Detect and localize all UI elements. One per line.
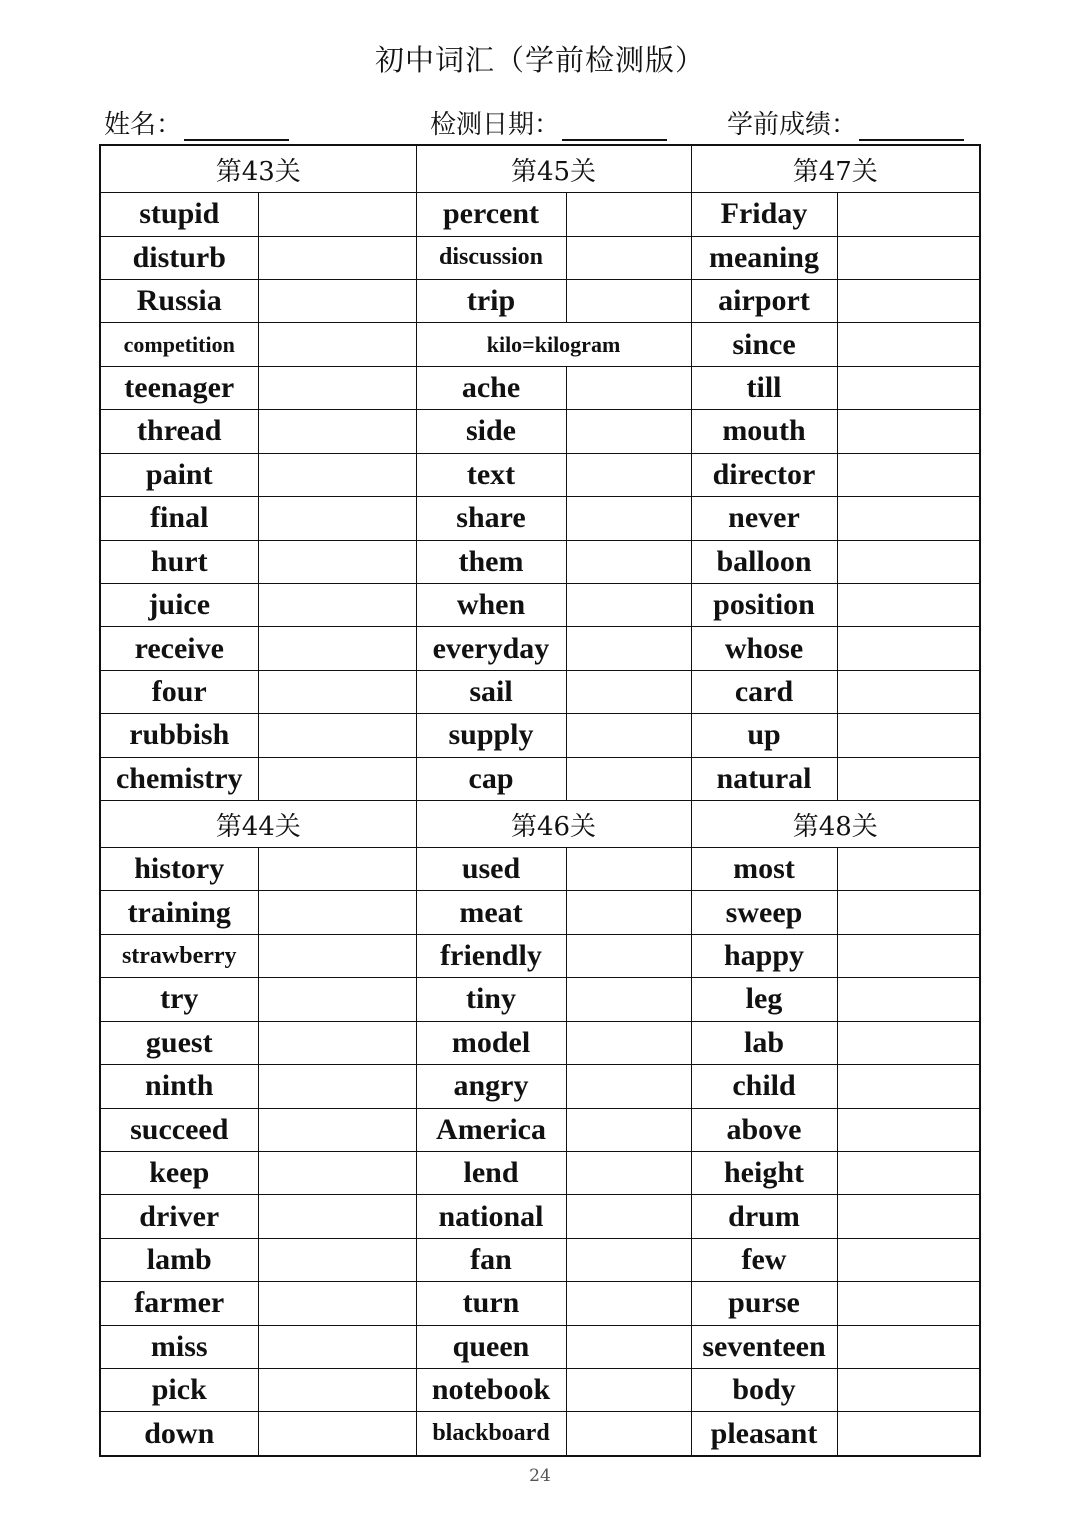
level-header: 第44关: [100, 800, 416, 847]
word-row: [100, 540, 980, 583]
answer-blank[interactable]: [837, 1195, 980, 1238]
vocab-word: receive: [100, 627, 258, 670]
vocab-word: Friday: [691, 193, 837, 236]
answer-blank[interactable]: [566, 1325, 691, 1368]
vocab-word: up: [691, 714, 837, 757]
vocab-word: drum: [691, 1195, 837, 1238]
answer-blank[interactable]: [566, 891, 691, 934]
answer-blank[interactable]: [566, 540, 691, 583]
word-row: [100, 627, 980, 670]
vocab-word: driver: [100, 1195, 258, 1238]
score-blank[interactable]: [859, 109, 964, 141]
vocab-word: guest: [100, 1021, 258, 1064]
vocab-word: lamb: [100, 1238, 258, 1281]
group-header-row: [100, 145, 980, 193]
answer-blank[interactable]: [258, 934, 416, 977]
vocab-word: text: [416, 453, 566, 496]
answer-blank[interactable]: [566, 410, 691, 453]
vocab-word: notebook: [416, 1368, 566, 1411]
answer-blank[interactable]: [837, 410, 980, 453]
date-blank[interactable]: [562, 109, 667, 141]
vocab-word: strawberry: [100, 934, 258, 977]
vocab-word: never: [691, 497, 837, 540]
answer-blank[interactable]: [837, 670, 980, 713]
vocab-word: everyday: [416, 627, 566, 670]
vocab-word: meaning: [691, 236, 837, 279]
vocab-word: blackboard: [416, 1412, 566, 1456]
answer-blank[interactable]: [837, 714, 980, 757]
answer-blank[interactable]: [566, 280, 691, 323]
vocab-word: competition: [100, 323, 258, 366]
vocab-word: paint: [100, 453, 258, 496]
word-row: [100, 1108, 980, 1151]
vocab-word: model: [416, 1021, 566, 1064]
vocab-word: down: [100, 1412, 258, 1456]
vocab-word: thread: [100, 410, 258, 453]
vocab-word: friendly: [416, 934, 566, 977]
answer-blank[interactable]: [566, 1195, 691, 1238]
answer-blank[interactable]: [566, 757, 691, 800]
vocab-word: ache: [416, 366, 566, 409]
word-row: [100, 323, 980, 366]
answer-blank[interactable]: [566, 1108, 691, 1151]
vocab-word: succeed: [100, 1108, 258, 1151]
score-field[interactable]: [727, 104, 964, 141]
vocab-word: rubbish: [100, 714, 258, 757]
vocab-word: history: [100, 848, 258, 891]
answer-blank[interactable]: [566, 497, 691, 540]
word-row: [100, 670, 980, 713]
word-row: [100, 934, 980, 977]
answer-blank[interactable]: [837, 978, 980, 1021]
vocab-word: kilo=kilogram: [416, 323, 691, 366]
word-row: [100, 1282, 980, 1325]
vocabulary-table: [99, 144, 981, 1457]
answer-blank[interactable]: [258, 193, 416, 236]
vocab-word: card: [691, 670, 837, 713]
vocab-word: chemistry: [100, 757, 258, 800]
answer-blank[interactable]: [566, 1238, 691, 1281]
level-header: 第47关: [691, 145, 980, 193]
answer-blank[interactable]: [837, 323, 980, 366]
vocab-word: most: [691, 848, 837, 891]
vocab-word: four: [100, 670, 258, 713]
vocab-word: height: [691, 1151, 837, 1194]
answer-blank[interactable]: [258, 1151, 416, 1194]
level-header: 第46关: [416, 800, 691, 847]
answer-blank[interactable]: [258, 978, 416, 1021]
vocab-word: balloon: [691, 540, 837, 583]
answer-blank[interactable]: [258, 1412, 416, 1456]
answer-blank[interactable]: [566, 1021, 691, 1064]
vocab-word: miss: [100, 1325, 258, 1368]
answer-blank[interactable]: [258, 1065, 416, 1108]
vocab-word: training: [100, 891, 258, 934]
answer-blank[interactable]: [566, 670, 691, 713]
answer-blank[interactable]: [258, 1195, 416, 1238]
level-header: 第48关: [691, 800, 980, 847]
vocab-word: happy: [691, 934, 837, 977]
vocab-word: airport: [691, 280, 837, 323]
answer-blank[interactable]: [837, 1238, 980, 1281]
answer-blank[interactable]: [258, 1325, 416, 1368]
answer-blank[interactable]: [258, 627, 416, 670]
answer-blank[interactable]: [837, 848, 980, 891]
answer-blank[interactable]: [258, 1368, 416, 1411]
vocab-word: mouth: [691, 410, 837, 453]
vocab-word: sweep: [691, 891, 837, 934]
answer-blank[interactable]: [258, 848, 416, 891]
answer-blank[interactable]: [566, 627, 691, 670]
page-number: 24: [529, 1466, 551, 1486]
answer-blank[interactable]: [566, 714, 691, 757]
answer-blank[interactable]: [258, 236, 416, 279]
vocab-word: body: [691, 1368, 837, 1411]
answer-blank[interactable]: [258, 410, 416, 453]
answer-blank[interactable]: [837, 1151, 980, 1194]
answer-blank[interactable]: [837, 583, 980, 626]
vocab-word: seventeen: [691, 1325, 837, 1368]
answer-blank[interactable]: [566, 1368, 691, 1411]
answer-blank[interactable]: [566, 978, 691, 1021]
word-row: [100, 1412, 980, 1456]
answer-blank[interactable]: [258, 714, 416, 757]
word-row: [100, 1195, 980, 1238]
vocab-word: pleasant: [691, 1412, 837, 1456]
answer-blank[interactable]: [837, 453, 980, 496]
word-row: [100, 453, 980, 496]
vocab-word: child: [691, 1065, 837, 1108]
vocab-word: pick: [100, 1368, 258, 1411]
date-label: 检测日期：: [430, 110, 561, 140]
word-row: [100, 1021, 980, 1064]
answer-blank[interactable]: [837, 891, 980, 934]
vocab-word: fan: [416, 1238, 566, 1281]
answer-blank[interactable]: [837, 497, 980, 540]
vocab-word: meat: [416, 891, 566, 934]
vocab-word: try: [100, 978, 258, 1021]
vocab-word: Russia: [100, 280, 258, 323]
answer-blank[interactable]: [258, 670, 416, 713]
answer-blank[interactable]: [566, 583, 691, 626]
answer-blank[interactable]: [837, 934, 980, 977]
vocab-word: since: [691, 323, 837, 366]
vocab-word: hurt: [100, 540, 258, 583]
vocab-word: keep: [100, 1151, 258, 1194]
header-fields: [0, 104, 1080, 144]
answer-blank[interactable]: [837, 1368, 980, 1411]
answer-blank[interactable]: [566, 1065, 691, 1108]
word-row: [100, 714, 980, 757]
answer-blank[interactable]: [258, 1021, 416, 1064]
word-row: [100, 1238, 980, 1281]
answer-blank[interactable]: [258, 453, 416, 496]
score-label: 学前成绩：: [727, 110, 858, 140]
vocab-word: queen: [416, 1325, 566, 1368]
vocab-word: till: [691, 366, 837, 409]
word-row: [100, 891, 980, 934]
vocab-word: them: [416, 540, 566, 583]
vocab-word: lab: [691, 1021, 837, 1064]
word-row: [100, 583, 980, 626]
name-blank[interactable]: [184, 109, 289, 141]
vocab-word: purse: [691, 1282, 837, 1325]
vocab-word: side: [416, 410, 566, 453]
word-row: [100, 1368, 980, 1411]
answer-blank[interactable]: [258, 497, 416, 540]
vocab-word: supply: [416, 714, 566, 757]
vocab-word: above: [691, 1108, 837, 1151]
vocab-word: America: [416, 1108, 566, 1151]
vocab-word: teenager: [100, 366, 258, 409]
answer-blank[interactable]: [837, 1325, 980, 1368]
answer-blank[interactable]: [258, 1108, 416, 1151]
vocab-word: stupid: [100, 193, 258, 236]
answer-blank[interactable]: [258, 540, 416, 583]
answer-blank[interactable]: [566, 1412, 691, 1456]
word-row: [100, 757, 980, 800]
document-title: 初中词汇（学前检测版）: [374, 43, 705, 77]
answer-blank[interactable]: [837, 540, 980, 583]
answer-blank[interactable]: [837, 280, 980, 323]
word-row: [100, 236, 980, 279]
answer-blank[interactable]: [837, 193, 980, 236]
word-row: [100, 978, 980, 1021]
answer-blank[interactable]: [837, 236, 980, 279]
answer-blank[interactable]: [837, 1108, 980, 1151]
vocab-word: discussion: [416, 236, 566, 279]
answer-blank[interactable]: [837, 1065, 980, 1108]
answer-blank[interactable]: [566, 366, 691, 409]
vocab-word: trip: [416, 280, 566, 323]
answer-blank[interactable]: [258, 323, 416, 366]
answer-blank[interactable]: [566, 453, 691, 496]
date-field[interactable]: [430, 104, 667, 141]
answer-blank[interactable]: [258, 583, 416, 626]
answer-blank[interactable]: [566, 193, 691, 236]
vocab-word: national: [416, 1195, 566, 1238]
answer-blank[interactable]: [566, 1151, 691, 1194]
vocab-word: tiny: [416, 978, 566, 1021]
answer-blank[interactable]: [258, 280, 416, 323]
vocab-word: final: [100, 497, 258, 540]
vocab-word: percent: [416, 193, 566, 236]
answer-blank[interactable]: [837, 757, 980, 800]
word-row: [100, 366, 980, 409]
answer-blank[interactable]: [566, 236, 691, 279]
word-row: [100, 848, 980, 891]
level-header: 第45关: [416, 145, 691, 193]
word-row: [100, 497, 980, 540]
vocab-word: cap: [416, 757, 566, 800]
level-header: 第43关: [100, 145, 416, 193]
vocab-word: whose: [691, 627, 837, 670]
vocab-word: ninth: [100, 1065, 258, 1108]
vocab-word: few: [691, 1238, 837, 1281]
vocab-word: leg: [691, 978, 837, 1021]
name-field[interactable]: [104, 104, 289, 141]
vocab-word: share: [416, 497, 566, 540]
vocab-word: lend: [416, 1151, 566, 1194]
word-row: [100, 193, 980, 236]
vocab-word: used: [416, 848, 566, 891]
word-row: [100, 1325, 980, 1368]
answer-blank[interactable]: [258, 1282, 416, 1325]
group-header-row: [100, 800, 980, 847]
vocab-word: sail: [416, 670, 566, 713]
vocab-word: when: [416, 583, 566, 626]
answer-blank[interactable]: [566, 934, 691, 977]
answer-blank[interactable]: [258, 757, 416, 800]
word-row: [100, 1151, 980, 1194]
word-row: [100, 280, 980, 323]
vocab-word: turn: [416, 1282, 566, 1325]
word-row: [100, 1065, 980, 1108]
vocab-word: juice: [100, 583, 258, 626]
vocab-word: natural: [691, 757, 837, 800]
vocab-word: director: [691, 453, 837, 496]
answer-blank[interactable]: [566, 1282, 691, 1325]
vocab-word: disturb: [100, 236, 258, 279]
answer-blank[interactable]: [258, 891, 416, 934]
vocab-word: farmer: [100, 1282, 258, 1325]
answer-blank[interactable]: [566, 848, 691, 891]
answer-blank[interactable]: [837, 1412, 980, 1456]
word-row: [100, 410, 980, 453]
answer-blank[interactable]: [837, 627, 980, 670]
vocab-word: position: [691, 583, 837, 626]
answer-blank[interactable]: [258, 1238, 416, 1281]
answer-blank[interactable]: [837, 1282, 980, 1325]
answer-blank[interactable]: [837, 1021, 980, 1064]
vocab-word: angry: [416, 1065, 566, 1108]
answer-blank[interactable]: [258, 366, 416, 409]
answer-blank[interactable]: [837, 366, 980, 409]
name-label: 姓名：: [104, 110, 183, 140]
